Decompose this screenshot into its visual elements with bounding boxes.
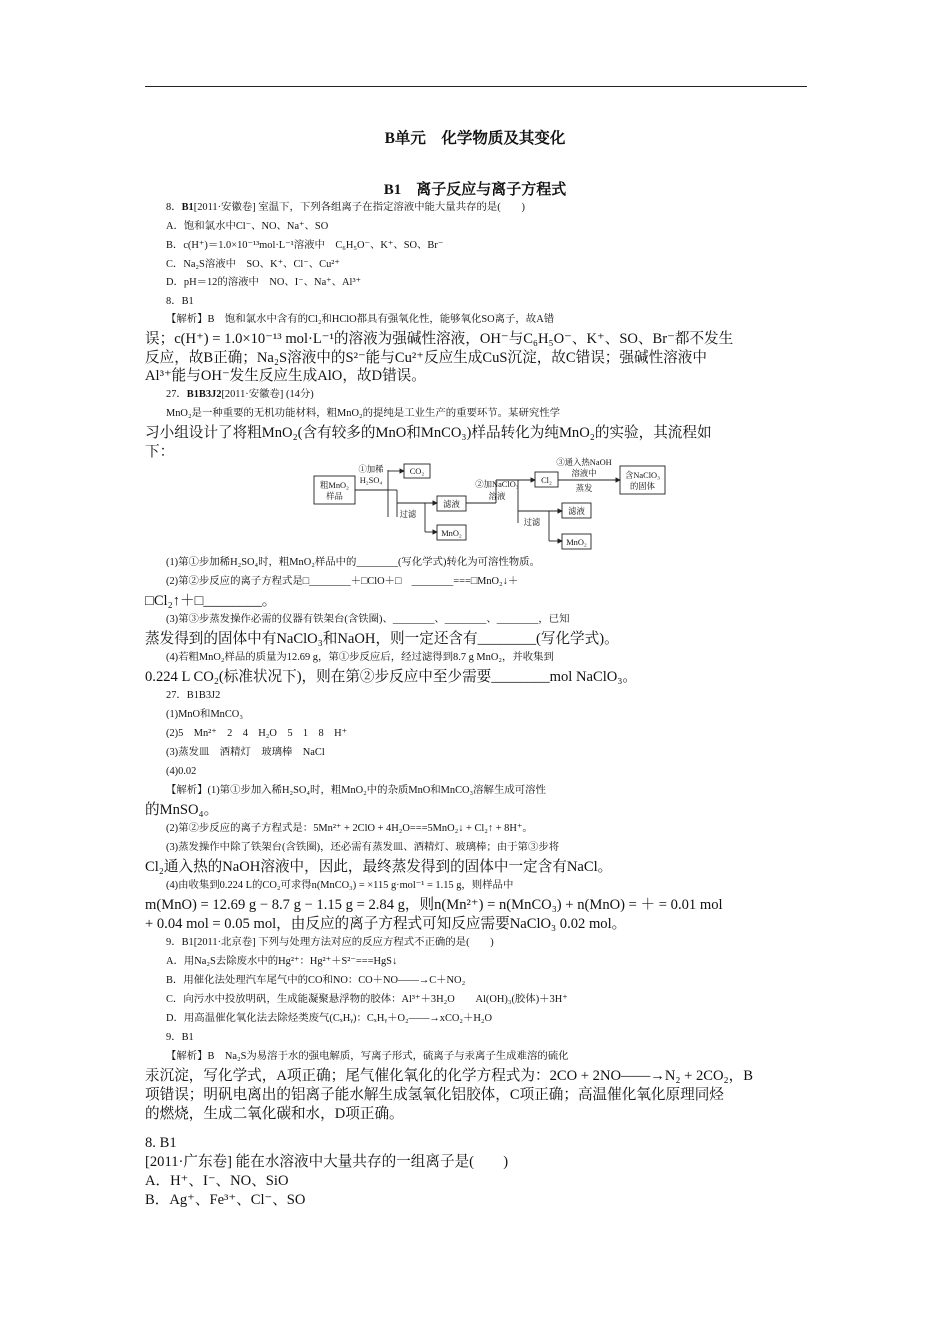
q1-option-c: C．Na₂S溶液中 SO、K⁺、Cl⁻、Cu²⁺: [166, 259, 340, 270]
process-flow-diagram: [313, 455, 673, 555]
evap-label: 蒸发: [575, 484, 593, 493]
cl2-label: Cl₂: [541, 476, 552, 485]
step1-label-2: H₂SO₄: [359, 476, 383, 485]
solid-label-2: 的固体: [629, 482, 656, 491]
q2-sub-3a: (3)第③步蒸发操作必需的仪器有铁架台(含铁圈)、________、________、________，已知: [166, 614, 570, 625]
q2-explanation-line: + 0.04 mol = 0.05 mol，由反应的离子方程式可知反应需要NaClO₃ 0.02 mol。: [145, 916, 627, 932]
q3-heading: 9．B1[2011·北京卷] 下列与处理方法对应的反应方程式不正确的是( ): [166, 937, 494, 948]
q1-option-d: D．pH＝12的溶液中 NO、I⁻、Na⁺、Al³⁺: [166, 277, 362, 288]
q3-explanation-line: 【解析】B Na₂S为易溶于水的强电解质，写离子形式，硫离子与汞离子生成难溶的硫化: [166, 1051, 569, 1062]
q2-explanation-line: (2)第②步反应的离子方程式是：5Mn²⁺ + 2ClO + 4H₂O===5MnO₂↓ + Cl₂↑ + 8H⁺。: [166, 823, 533, 834]
q2-explanation-line: 的MnSO₄。: [145, 802, 219, 818]
q4-option-b: B．Ag⁺、Fe³⁺、Cl⁻、SO: [145, 1192, 306, 1208]
q1-explanation-line: 反应，故B正确；Na₂S溶液中的S²⁻能与Cu²⁺反应生成CuS沉淀，故C错误；强碱性溶液中: [145, 350, 707, 366]
q2-sub-4a: (4)若粗MnO₂样品的质量为12.69 g，第①步反应后，经过滤得到8.7 g MnO₂，并收集到: [166, 652, 554, 663]
mno2-label-1: MnO₂: [441, 529, 462, 538]
q4-heading: 8. B1: [145, 1135, 177, 1151]
q2-sub-4b: 0.224 L CO₂(标准状况下)，则在第②步反应中至少需要________mol NaClO₃。: [145, 669, 638, 685]
q2-sub-2a: (2)第②步反应的离子方程式是□________＋□ClO＋□ ________===□MnO₂↓＋: [166, 576, 519, 587]
section-title: B1 离子反应与离子方程式: [383, 182, 567, 198]
q4-option-a: A．H⁺、I⁻、NO、SiO: [145, 1173, 289, 1189]
step2-label-2: 溶液: [488, 492, 506, 501]
step3-label-2: 溶液中: [571, 469, 597, 478]
q2-explanation-line: 【解析】(1)第①步加入稀H₂SO₄时，粗MnO₂中的杂质MnO和MnCO₃溶解生成可溶性: [166, 785, 546, 796]
q2-answer-heading: 27．B1B3J2: [166, 690, 221, 701]
q3-option-b: B．用催化法处理汽车尾气中的CO和NO：CO＋NO——→C＋NO₂: [166, 975, 466, 986]
q2-intro-line: MnO₂是一种重要的无机功能材料，粗MnO₂的提纯是工业生产的重要环节。某研究性学: [166, 408, 561, 419]
q1-option-b: B．c(H⁺)＝1.0×10⁻¹³mol·L⁻¹溶液中 C₆H₅O⁻、K⁺、SO、Br⁻: [166, 240, 444, 251]
filter-label-1: 过滤: [399, 510, 417, 519]
step3-label-1: ③通入热NaOH: [556, 458, 612, 467]
q2-sub-2b: □Cl₂↑＋□________。: [145, 593, 277, 609]
q2-explanation-line: (4)由收集到0.224 L的CO₂可求得n(MnCO₃) = ×115 g·mol⁻¹ = 1.15 g，则样品中: [166, 880, 514, 891]
filter-label-2: 过滤: [523, 518, 541, 527]
q2-heading: 27．B1B3J2[2011·安徽卷] (14分): [166, 389, 314, 400]
q2-answer-4: (4)0.02: [166, 766, 197, 777]
q2-answer-1: (1)MnO和MnCO₃: [166, 709, 243, 720]
q3-option-d: D．用高温催化氧化法去除烃类废气(CₓHᵧ)：CₓHᵧ＋O₂——→xCO₂＋H₂O: [166, 1013, 493, 1024]
unit-title: B单元 化学物质及其变化: [384, 130, 566, 147]
q3-explanation-line: 的燃烧，生成二氧化碳和水，D项正确。: [145, 1106, 404, 1122]
q3-option-a: A．用Na₂S去除废水中的Hg²⁺：Hg²⁺＋S²⁻===HgS↓: [166, 956, 398, 967]
q1-option-a: A．饱和氯水中Cl⁻、NO、Na⁺、SO: [166, 221, 329, 232]
q1-answer: 8．B1: [166, 296, 194, 307]
step2-label-1: ②加NaClO₃: [475, 480, 519, 489]
q1-explanation-line: 误；c(H⁺) = 1.0×10⁻¹³ mol·L⁻¹的溶液为强碱性溶液，OH⁻与C₆H₅O⁻、K⁺、SO、Br⁻都不发生: [145, 331, 734, 347]
solid-label-1: 含NaClO₃: [624, 471, 661, 480]
q2-intro-line: 习小组设计了将粗MnO₂(含有较多的MnO和MnCO₃)样品转化为纯MnO₂的实验，其流程如: [145, 425, 712, 441]
q2-answer-2: (2)5 Mn²⁺ 2 4 H₂O 5 1 8 H⁺: [166, 728, 348, 739]
crude-label-1: 粗MnO₂: [320, 481, 349, 490]
q2-sub-3b: 蒸发得到的固体中有NaClO₃和NaOH，则一定还含有________(写化学式)。: [145, 631, 619, 647]
step1-label-1: ①加稀: [358, 465, 384, 474]
q3-explanation-line: 项错误；明矾电离出的铝离子能水解生成氢氧化铝胶体，C项正确；高温催化氧化原理同烃: [145, 1087, 724, 1103]
q2-answer-3: (3)蒸发皿 酒精灯 玻璃棒 NaCl: [166, 747, 325, 758]
q2-sub-1: (1)第①步加稀H₂SO₄时，粗MnO₂样品中的________(写化学式)转化为可溶性物质。: [166, 557, 540, 568]
header-rule: [145, 86, 807, 87]
q3-option-c: C．向污水中投放明矾，生成能凝聚悬浮物的胶体：Al³⁺＋3H₂O Al(OH)₃(胶体)＋3H⁺: [166, 994, 568, 1005]
q1-explanation-line: 【解析】B 饱和氯水中含有的Cl₂和HClO都具有强氧化性，能够氧化SO离子，故A错: [166, 314, 555, 325]
q1-heading: 8．B1[2011·安徽卷] 室温下，下列各组离子在指定溶液中能大量共存的是( ): [166, 202, 525, 213]
filtrate-label-2: 滤液: [568, 507, 585, 516]
mno2-label-2: MnO₂: [566, 538, 587, 547]
co2-label: CO₂: [409, 467, 425, 476]
q3-explanation-line: 汞沉淀，写化学式，A项正确；尾气催化氧化的化学方程式为：2CO + 2NO——→N₂ + 2CO₂，B: [145, 1068, 753, 1084]
q2-explanation-line: (3)蒸发操作中除了铁架台(含铁圈)，还必需有蒸发皿、酒精灯、玻璃棒；由于第③步将: [166, 842, 560, 853]
q1-explanation-line: Al³⁺能与OH⁻发生反应生成AlO，故D错误。: [145, 368, 426, 384]
filtrate-label-1: 滤液: [443, 500, 460, 509]
q2-explanation-line: Cl₂通入热的NaOH溶液中，因此，最终蒸发得到的固体中一定含有NaCl。: [145, 859, 613, 875]
crude-label-2: 样品: [326, 492, 343, 501]
q2-intro-line: 下：: [145, 444, 175, 460]
q3-answer: 9．B1: [166, 1032, 194, 1043]
q4-source: [2011·广东卷] 能在水溶液中大量共存的一组离子是( ): [145, 1154, 509, 1170]
q2-explanation-line: m(MnO) = 12.69 g − 8.7 g − 1.15 g = 2.84 g，则n(Mn²⁺) = n(MnCO₃) + n(MnO) = ＋ = 0.01 mol: [145, 897, 723, 913]
